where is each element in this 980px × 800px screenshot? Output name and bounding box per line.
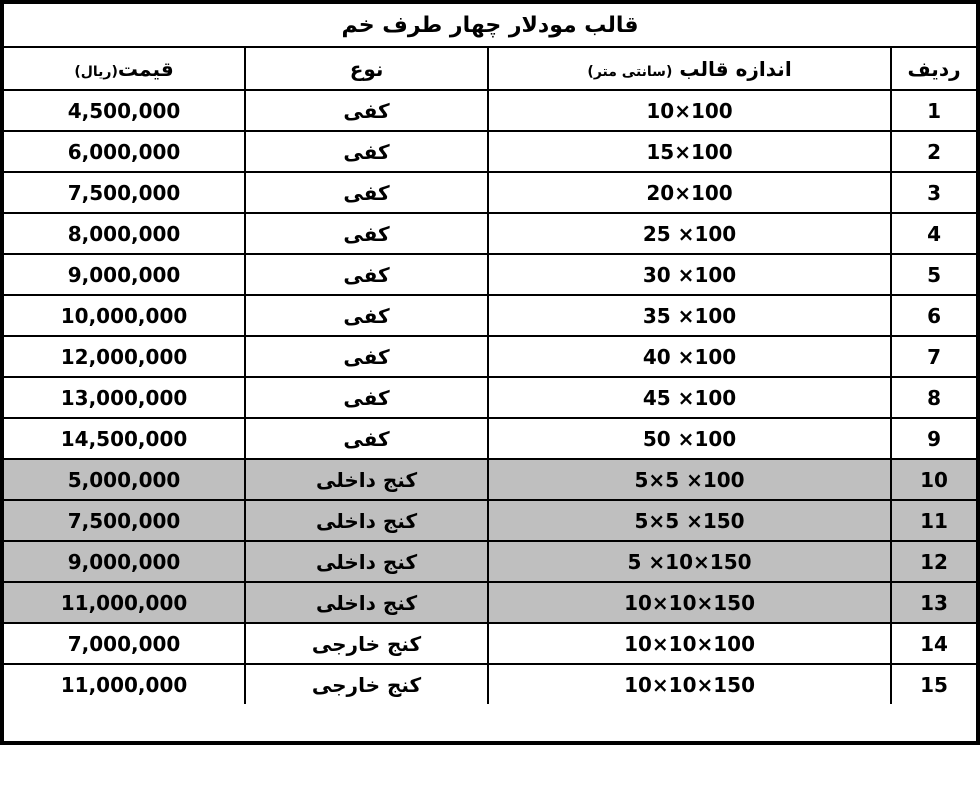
price-cell xyxy=(4,336,245,377)
table-row xyxy=(4,131,976,172)
type-value: کفی xyxy=(343,426,390,451)
type-cell xyxy=(245,131,488,172)
size-cell xyxy=(488,336,891,377)
size-cell xyxy=(488,131,891,172)
row-number-value: 4 xyxy=(927,221,941,246)
row-number-cell xyxy=(891,90,976,131)
size-cell xyxy=(488,664,891,704)
type-cell xyxy=(245,418,488,459)
size-cell xyxy=(488,213,891,254)
price-value: 5,000,000 xyxy=(67,467,181,492)
header-price-unit: (ریال) xyxy=(74,63,118,80)
size-cell xyxy=(488,90,891,131)
size-value: 10×10×100 xyxy=(624,631,756,656)
table-row xyxy=(4,582,976,623)
price-cell xyxy=(4,213,245,254)
row-number-value: 3 xyxy=(927,180,941,205)
table-row xyxy=(4,295,976,336)
type-value: کنج خارجی xyxy=(311,672,422,697)
price-value: 10,000,000 xyxy=(60,303,188,328)
row-number-value: 13 xyxy=(920,590,948,615)
price-cell xyxy=(4,131,245,172)
type-value: کنج خارجی xyxy=(311,631,422,656)
row-number-value: 14 xyxy=(920,631,948,656)
type-cell xyxy=(245,623,488,664)
size-cell xyxy=(488,254,891,295)
title-row xyxy=(4,4,976,47)
type-cell xyxy=(245,295,488,336)
price-cell xyxy=(4,377,245,418)
table-row xyxy=(4,664,976,704)
row-number-cell xyxy=(891,172,976,213)
price-value: 11,000,000 xyxy=(60,590,188,615)
type-cell xyxy=(245,500,488,541)
size-value: 10×100 xyxy=(646,98,733,123)
row-number-value: 6 xyxy=(927,303,941,328)
type-value: کنج داخلی xyxy=(315,590,418,615)
type-value: کنج داخلی xyxy=(315,467,418,492)
price-cell xyxy=(4,90,245,131)
price-value: 11,000,000 xyxy=(60,672,188,697)
table-row xyxy=(4,336,976,377)
size-value: 10×10×150 xyxy=(624,672,756,697)
price-cell xyxy=(4,664,245,704)
size-value: 30 ×100 xyxy=(642,262,737,287)
row-number-cell xyxy=(891,541,976,582)
size-value: 45 ×100 xyxy=(642,385,737,410)
price-value: 8,000,000 xyxy=(67,221,181,246)
type-value: کنج داخلی xyxy=(315,549,418,574)
header-size xyxy=(488,47,891,90)
price-cell xyxy=(4,254,245,295)
row-number-value: 2 xyxy=(927,139,941,164)
price-table xyxy=(4,4,976,704)
size-value: 5×5 ×100 xyxy=(634,467,745,492)
row-number-value: 8 xyxy=(927,385,941,410)
header-size-unit: (سانتی متر) xyxy=(587,63,673,80)
price-cell xyxy=(4,582,245,623)
table-row xyxy=(4,213,976,254)
size-cell xyxy=(488,172,891,213)
price-value: 7,000,000 xyxy=(67,631,181,656)
price-value: 4,500,000 xyxy=(67,98,181,123)
type-cell xyxy=(245,213,488,254)
row-number-cell xyxy=(891,500,976,541)
type-value: کفی xyxy=(343,139,390,164)
row-number-cell xyxy=(891,254,976,295)
size-cell xyxy=(488,500,891,541)
size-value: 5×5 ×150 xyxy=(634,508,745,533)
size-value: 20×100 xyxy=(646,180,733,205)
type-cell xyxy=(245,664,488,704)
size-cell xyxy=(488,459,891,500)
size-cell xyxy=(488,623,891,664)
row-number-cell xyxy=(891,623,976,664)
type-value: کنج داخلی xyxy=(315,508,418,533)
price-value: 7,500,000 xyxy=(67,508,181,533)
header-size-label: اندازه قالب xyxy=(679,56,792,81)
size-value: 15×100 xyxy=(646,139,733,164)
size-cell xyxy=(488,541,891,582)
row-number-cell xyxy=(891,213,976,254)
row-number-cell xyxy=(891,377,976,418)
type-cell xyxy=(245,172,488,213)
row-number-value: 15 xyxy=(920,672,948,697)
price-value: 12,000,000 xyxy=(60,344,188,369)
row-number-cell xyxy=(891,131,976,172)
price-value: 9,000,000 xyxy=(67,549,181,574)
row-number-value: 7 xyxy=(927,344,941,369)
table-row xyxy=(4,500,976,541)
row-number-cell xyxy=(891,664,976,704)
table-row xyxy=(4,377,976,418)
price-cell xyxy=(4,418,245,459)
table-row xyxy=(4,459,976,500)
price-cell xyxy=(4,172,245,213)
type-value: کفی xyxy=(343,303,390,328)
size-value: 25 ×100 xyxy=(642,221,737,246)
type-value: کفی xyxy=(343,385,390,410)
type-cell xyxy=(245,90,488,131)
header-price xyxy=(4,47,245,90)
size-value: 35 ×100 xyxy=(642,303,737,328)
price-cell xyxy=(4,623,245,664)
type-value: کفی xyxy=(343,180,390,205)
price-cell xyxy=(4,500,245,541)
size-cell xyxy=(488,418,891,459)
price-value: 6,000,000 xyxy=(67,139,181,164)
size-value: 50 ×100 xyxy=(642,426,737,451)
size-cell xyxy=(488,377,891,418)
row-number-cell xyxy=(891,582,976,623)
row-number-value: 5 xyxy=(927,262,941,287)
price-cell xyxy=(4,459,245,500)
row-number-value: 12 xyxy=(920,549,948,574)
table-row xyxy=(4,90,976,131)
table-title: قالب مودلار چهار طرف خم xyxy=(4,4,976,47)
type-cell xyxy=(245,254,488,295)
row-number-value: 1 xyxy=(927,98,941,123)
size-value: 40 ×100 xyxy=(642,344,737,369)
table-row xyxy=(4,623,976,664)
type-value: کفی xyxy=(343,262,390,287)
row-number-cell xyxy=(891,295,976,336)
table-row xyxy=(4,254,976,295)
size-value: 10×10×150 xyxy=(624,590,756,615)
type-value: کفی xyxy=(343,98,390,123)
row-number-cell xyxy=(891,418,976,459)
type-cell xyxy=(245,582,488,623)
type-cell xyxy=(245,377,488,418)
table-row xyxy=(4,418,976,459)
price-cell xyxy=(4,295,245,336)
header-price-label: قیمت xyxy=(117,56,174,81)
price-value: 14,500,000 xyxy=(60,426,188,451)
type-cell xyxy=(245,336,488,377)
type-value: کفی xyxy=(343,221,390,246)
header-row-number: ردیف xyxy=(891,47,976,90)
size-value: 5 ×10×150 xyxy=(627,549,752,574)
header-row xyxy=(4,47,976,90)
row-number-cell xyxy=(891,336,976,377)
size-cell xyxy=(488,582,891,623)
header-type: نوع xyxy=(245,47,488,90)
table-row xyxy=(4,541,976,582)
row-number-value: 9 xyxy=(927,426,941,451)
table-row xyxy=(4,172,976,213)
type-cell xyxy=(245,459,488,500)
price-cell xyxy=(4,541,245,582)
row-number-cell xyxy=(891,459,976,500)
type-cell xyxy=(245,541,488,582)
type-value: کفی xyxy=(343,344,390,369)
row-number-value: 10 xyxy=(920,467,948,492)
size-cell xyxy=(488,295,891,336)
price-value: 7,500,000 xyxy=(67,180,181,205)
price-value: 13,000,000 xyxy=(60,385,188,410)
row-number-value: 11 xyxy=(920,508,948,533)
price-value: 9,000,000 xyxy=(67,262,181,287)
